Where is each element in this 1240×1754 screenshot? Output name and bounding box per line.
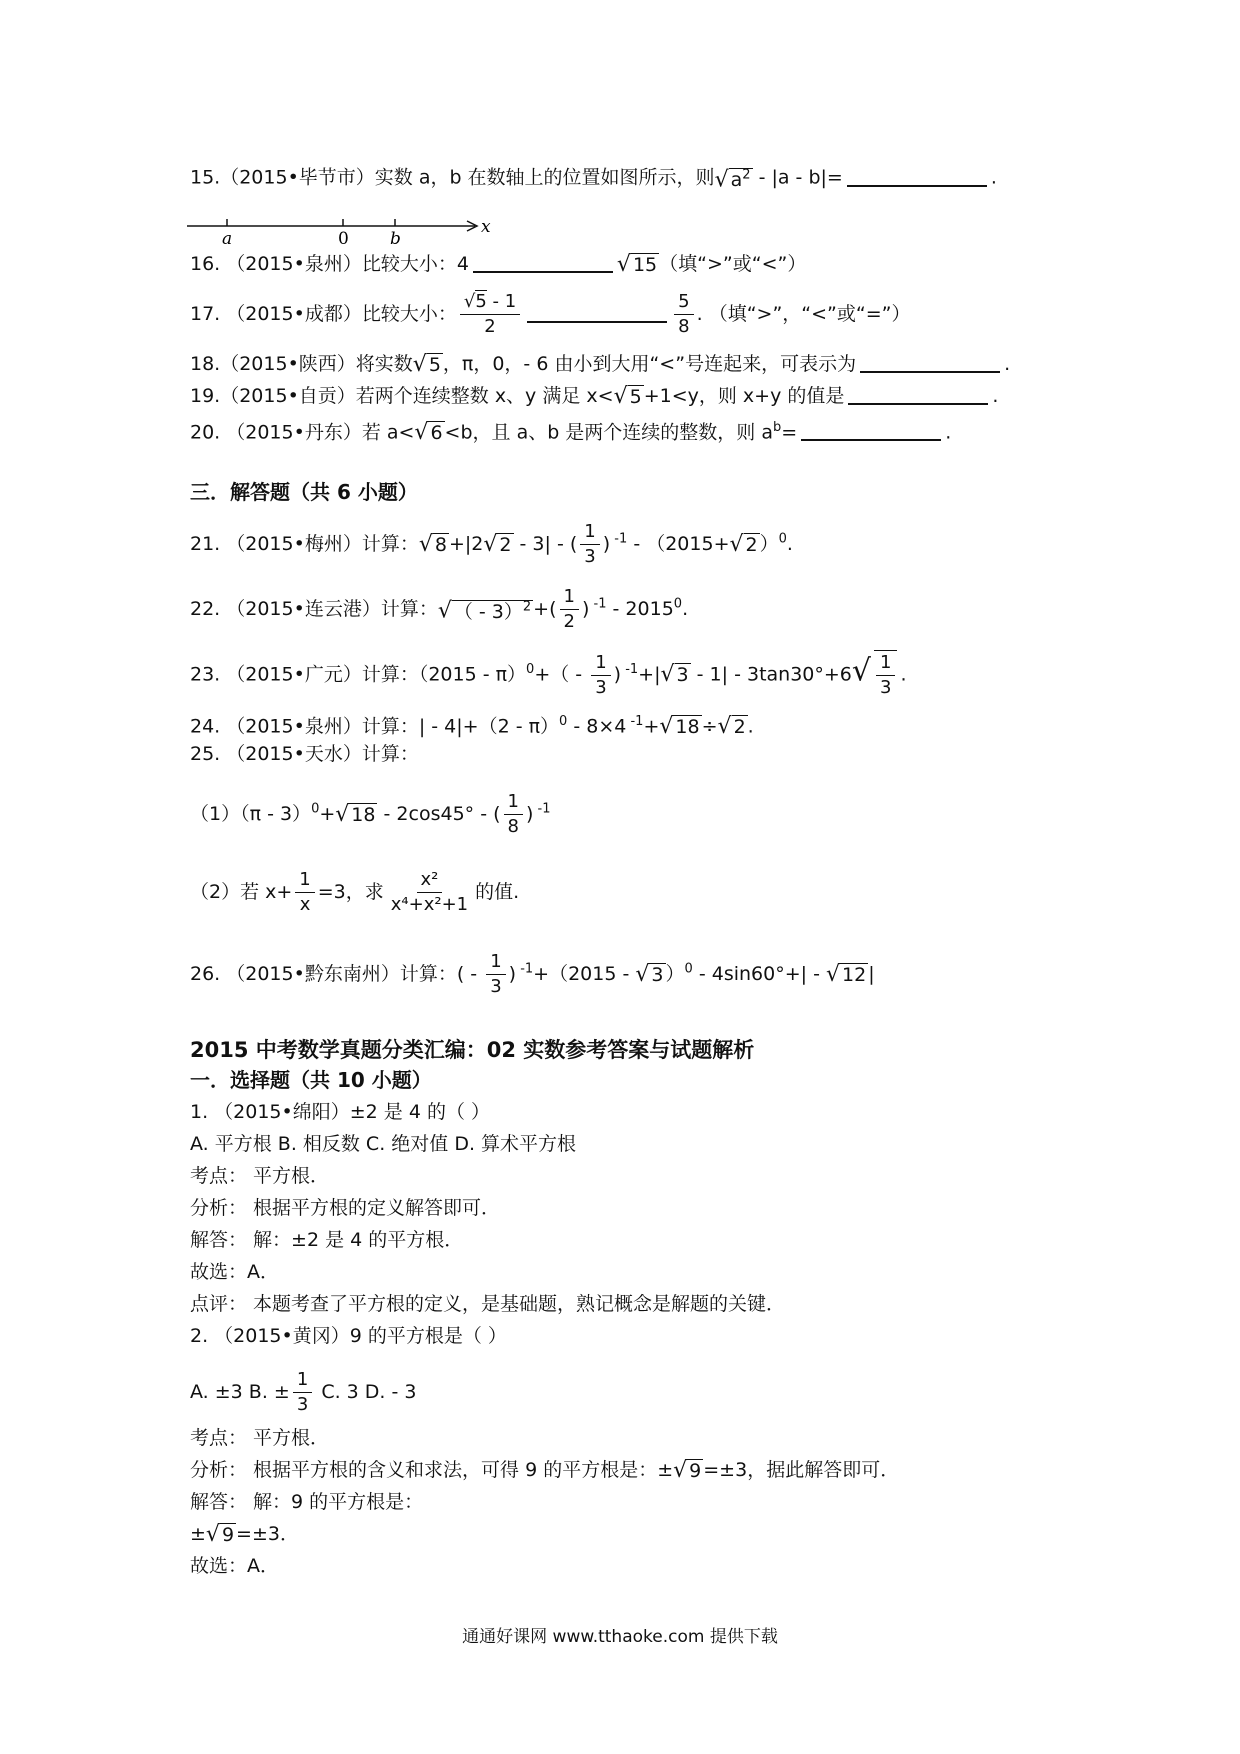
problem-text: - 2015	[606, 598, 674, 620]
answer-2-jieda: 解答： 解：9 的平方根是：	[190, 1491, 424, 1513]
denominator: 2	[484, 316, 496, 337]
denominator: 3	[595, 676, 607, 698]
answer-1-dianping: 点评： 本题考查了平方根的定义，是基础题，熟记概念是解题的关键．	[190, 1293, 786, 1315]
exponent: 0	[684, 961, 693, 977]
answer-1-kaodian: 考点： 平方根．	[190, 1165, 330, 1187]
sqrt-expression: √ （ - 3）$^2$	[437, 598, 532, 624]
sqrt-expression: √ 5	[613, 383, 642, 409]
problem-text: +|2	[448, 533, 484, 555]
radicand: 12	[842, 963, 867, 986]
problem-text: 23. （2015•广元）计算：（2015 - π）	[190, 663, 527, 686]
radicand: 6	[430, 421, 443, 444]
problem-text: - 1| - 3tan30°+6	[690, 663, 852, 686]
exponent: -1	[589, 596, 607, 612]
problem-22: 22. （2015•连云港）计算：√ （ - 3）$^2$ +( $\frac{1}{2}$ ) $^{-1}$ - 2015$^0$.	[190, 586, 689, 632]
radicand: 18	[675, 715, 700, 738]
sqrt-expression: √ 9	[673, 1457, 702, 1483]
sqrt-expression: √ $\frac{1}{3}$	[852, 650, 901, 700]
problem-text: +（ -	[534, 663, 589, 686]
exponent: 0	[778, 531, 787, 547]
problem-text: - 3| -	[513, 533, 570, 555]
problem-text: +1<y，则 x+y 的值是	[643, 385, 845, 407]
radicand: 2	[733, 715, 746, 738]
section-title: 三．解答题（共 6 小题）	[190, 480, 418, 504]
problem-25: 25. （2015•天水）计算：	[190, 743, 419, 765]
exponent: 0	[526, 662, 535, 678]
sqrt-expression: √ 18	[335, 801, 376, 827]
punctuation: .	[992, 385, 999, 407]
numerator: x²	[417, 868, 443, 893]
problem-21: 21. （2015•梅州）计算：√ 8 +|2√ 2 - 3| - ( $\frac{1}{3}$ ) $^{-1}$ - （2015+√ 2 ）$^0$.	[190, 521, 793, 567]
denominator: 2	[563, 611, 575, 632]
sqrt-expression: √ 3	[635, 961, 664, 987]
problem-text: 的值.	[475, 881, 520, 903]
problem-16	[190, 250, 1090, 279]
problem-text: +	[533, 598, 550, 620]
fraction	[293, 1368, 312, 1417]
numerator: 1	[293, 1368, 312, 1393]
problem-text: 15.（2015•毕节市）实数 a，b 在数轴上的位置如图所示，则	[190, 166, 715, 189]
sqrt-expression: √ 5	[412, 351, 441, 377]
punctuation: .	[786, 533, 793, 555]
sqrt-expression: √ 9	[205, 1521, 235, 1547]
punctuation: .	[747, 715, 754, 738]
sqrt-expression: √ 8	[418, 531, 447, 557]
fraction	[560, 585, 579, 634]
punctuation: .	[682, 598, 689, 620]
numerator: 1	[560, 585, 579, 610]
fraction	[387, 868, 472, 917]
numerator: 1	[876, 651, 895, 676]
radicand: 2	[499, 533, 512, 556]
sqrt-expression: √ 12	[826, 961, 867, 987]
fraction	[504, 790, 523, 839]
denominator: 3	[296, 1394, 309, 1415]
denominator: 3	[490, 976, 502, 997]
footer-text: 通通好课网 www.tthaoke.com 提供下载	[462, 1627, 778, 1647]
answer-1-guxuan: 故选：A．	[190, 1261, 279, 1283]
sqrt-expression: √ 3	[660, 662, 689, 687]
sqrt-expression: √ 2	[483, 531, 512, 557]
problem-text: 22. （2015•连云港）计算：	[190, 598, 438, 620]
problem-text: +	[643, 715, 660, 738]
sqrt-expression: √ 2	[729, 531, 758, 557]
exponent: -1	[516, 961, 534, 977]
radicand: 5	[475, 291, 487, 312]
problem-text: ）	[665, 963, 685, 985]
numerator: 5	[674, 290, 693, 315]
label-a: a	[222, 229, 233, 248]
answer-blank[interactable]	[473, 251, 613, 273]
problem-text: +（2015 -	[533, 963, 636, 985]
problem-text: （填“>”或“<”）	[659, 253, 807, 275]
problem-text: =±3．	[236, 1523, 299, 1545]
problem-25-part-2	[190, 868, 1090, 917]
answer-blank[interactable]	[860, 351, 1000, 373]
problem-17	[190, 290, 1090, 339]
problem-text: - 4sin60°+| -	[692, 963, 826, 985]
answer-1-jieda: 解答： 解：±2 是 4 的平方根．	[190, 1229, 464, 1251]
problem-18	[190, 350, 1090, 379]
radicand: a	[730, 169, 743, 192]
denominator: x	[299, 894, 311, 915]
numerator: 1	[591, 651, 610, 676]
problem-text: <b，且 a、b 是两个连续的整数，则 a	[444, 421, 773, 444]
answer-2-options	[190, 1368, 1090, 1417]
exponent: 2	[522, 599, 532, 615]
fraction	[591, 651, 610, 700]
fraction	[580, 520, 599, 569]
number-line	[185, 208, 505, 248]
sqrt-expression: √ 6	[414, 419, 443, 445]
problem-text: ，π，0，- 6 由小到大用“<”号连起来，可表示为	[442, 353, 857, 375]
numerator: 1	[295, 868, 314, 893]
problem-text: 24. （2015•泉州）计算：| - 4|+（2 - π）	[190, 715, 560, 738]
radicand: 5	[629, 385, 642, 408]
problem-text: +	[319, 803, 336, 825]
problem-24	[190, 708, 1090, 741]
problem-text: ）	[759, 533, 779, 555]
answer-blank[interactable]	[847, 165, 987, 187]
denominator: x⁴+x²+1	[390, 894, 469, 915]
answers-heading: 2015 中考数学真题分类汇编：02 实数参考答案与试题解析	[190, 1038, 755, 1062]
radicand: 3	[651, 963, 664, 986]
option-text: A. ±3 B. ±	[190, 1381, 290, 1403]
answer-2-fenxi	[190, 1456, 1090, 1485]
problem-23: 23. （2015•广元）计算：（2015 - π）$^0$+（ - $\frac{1}{3}$ ) $^{-1}$+|√ 3 - 1| - 3tan30°+6√ $\frac{1}{3}$ .	[190, 651, 907, 698]
problem-text: - |a - b|=	[752, 166, 843, 189]
exponent: 0	[311, 801, 320, 817]
punctuation: .	[945, 421, 952, 444]
fraction: $\frac{√5 - 1}{2}$	[460, 290, 520, 339]
problem-text: ÷	[701, 715, 718, 738]
radicand: 2	[745, 533, 758, 556]
problem-text: ±	[190, 1523, 206, 1545]
radicand: 9	[221, 1523, 235, 1546]
problem-text: - （2015+	[627, 533, 730, 555]
option-text: C. 3 D. - 3	[315, 1381, 417, 1403]
numerator: 1	[504, 790, 523, 815]
denominator: 8	[507, 816, 519, 837]
fraction	[295, 868, 314, 917]
problem-text: . （填“>”，“<”或“=”）	[696, 303, 911, 325]
radicand: 3	[676, 664, 689, 686]
problem-text: 17. （2015•成都）比较大小：	[190, 303, 457, 325]
denominator: 3	[584, 546, 596, 567]
answer-2-jieda-2	[190, 1520, 1090, 1549]
problem-20	[190, 414, 1090, 447]
problem-text: +|	[638, 663, 661, 686]
sqrt-expression: √ 18	[659, 713, 700, 739]
exponent: -1	[610, 531, 628, 547]
radicand: 8	[434, 533, 447, 556]
answer-blank[interactable]	[801, 419, 941, 441]
answer-2-question: 2. （2015•黄冈）9 的平方根是（ ）	[190, 1325, 507, 1347]
radicand: 9	[689, 1459, 702, 1482]
answer-2-kaodian: 考点： 平方根．	[190, 1427, 330, 1449]
problem-text: 16. （2015•泉州）比较大小：4	[190, 253, 469, 275]
label-b: b	[390, 229, 401, 248]
punctuation: .	[990, 166, 997, 189]
sqrt-expression: √ $a^2$	[714, 167, 751, 193]
problem-text: - 8×4	[567, 715, 627, 738]
punctuation: .	[900, 663, 907, 686]
fraction	[874, 650, 897, 700]
answer-blank[interactable]	[848, 383, 988, 405]
radicand: 15	[632, 253, 658, 276]
problem-text: 19.（2015•自贡）若两个连续整数 x、y 满足 x<	[190, 385, 614, 407]
problem-19	[190, 382, 1090, 411]
punctuation: |	[868, 963, 875, 985]
problem-text: =±3，据此解答即可．	[703, 1459, 900, 1481]
numerator: 1	[486, 950, 505, 975]
exponent: 2	[742, 168, 751, 183]
fraction	[674, 290, 693, 339]
radicand: （ - 3）	[453, 600, 523, 623]
answer-1-options: A. 平方根 B. 相反数 C. 绝对值 D. 算术平方根	[190, 1133, 577, 1155]
problem-text: 20. （2015•丹东）若 a<	[190, 421, 415, 444]
fraction	[486, 950, 505, 999]
answer-1-question: 1. （2015•绵阳）±2 是 4 的（ ）	[190, 1101, 490, 1123]
denominator: 8	[678, 316, 690, 337]
answer-1-fenxi: 分析： 根据平方根的定义解答即可．	[190, 1197, 501, 1219]
exponent: 0	[559, 714, 568, 729]
problem-25-part-1: （1）（π - 3）$^0$+√ 18 - 2cos45° - ( $\frac{1}{8}$ ) $^{-1}$	[190, 791, 551, 837]
label-zero: 0	[338, 229, 349, 248]
numerator-tail: - 1	[486, 291, 517, 312]
section-title: 一．选择题（共 10 小题）	[190, 1068, 432, 1092]
problem-text: =3，求	[317, 881, 384, 903]
numerator: 1	[580, 520, 599, 545]
answer-2-guxuan: 故选：A．	[190, 1555, 279, 1577]
problem-text: 26. （2015•黔东南州）计算：	[190, 963, 457, 985]
problem-text: 21. （2015•梅州）计算：	[190, 533, 419, 555]
exponent: -1	[626, 714, 644, 729]
punctuation: .	[1004, 353, 1011, 375]
sqrt-expression: √ 2	[717, 713, 746, 739]
radicand: 5	[428, 353, 441, 376]
sqrt-expression: √ 15	[616, 251, 658, 277]
exponent: -1	[621, 662, 639, 678]
exponent: -1	[533, 801, 551, 817]
problem-text: （1）（π - 3）	[190, 803, 312, 825]
problem-15	[190, 162, 1090, 194]
radicand: 18	[351, 803, 376, 826]
label-x: x	[481, 217, 491, 237]
problem-26: 26. （2015•黔东南州）计算：( - $\frac{1}{3}$ ) $^{-1}$+（2015 - √ 3 ）$^0$ - 4sin60°+| - √ 12 |	[190, 951, 875, 997]
exponent: 0	[673, 596, 683, 612]
denominator: 3	[880, 677, 892, 698]
problem-text: 18.（2015•陕西）将实数	[190, 353, 413, 375]
problem-text: =	[781, 421, 798, 444]
exponent: b	[773, 420, 782, 435]
problem-text: 分析： 根据平方根的含义和求法，可得 9 的平方根是：±	[190, 1459, 674, 1481]
problem-text: - 2cos45° -	[377, 803, 494, 825]
answer-blank[interactable]	[527, 301, 667, 323]
problem-text: （2）若 x+	[190, 881, 293, 903]
